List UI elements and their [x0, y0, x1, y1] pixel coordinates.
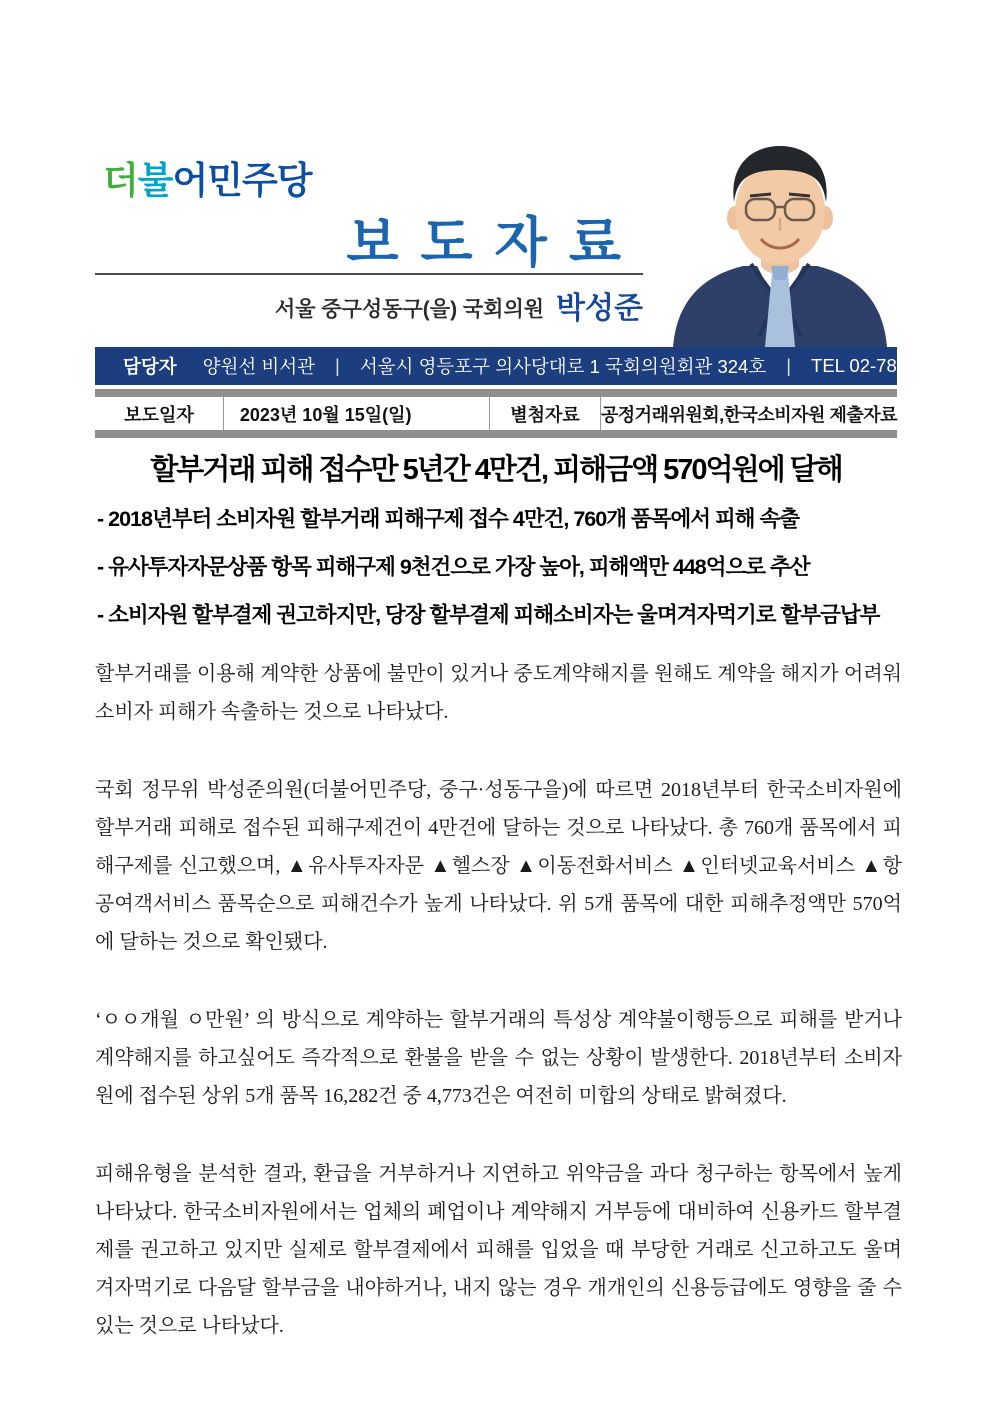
portrait-illustration — [673, 146, 887, 347]
member-portrait-photo — [655, 138, 905, 347]
release-date-value: 2023년 10월 15일(일) — [239, 404, 412, 425]
body-paragraph: 국회 정무위 박성준의원(더불어민주당, 중구·성동구을)에 따르면 2018년부터 한국소비자원에 할부거래 피해로 접수된 피해구제건이 4만건에 달하는 것으로 나타났다. 총 760개 품목에서 피해구제를 신고했으며, ▲유사투자자문 ▲헬스장 ▲이동전화서비스 ▲인터넷교육서비스 ▲항공여객서비스 품목순으로 피해건수가 높게 나타났다. 위 5개 품목에 대한 피해추정액만 570억에 달하는 것으로 확인됐다. — [95, 779, 902, 953]
body-paragraph: 피해유형을 분석한 결과, 환급을 거부하거나 지연하고 위약금을 과다 청구하는 항목에서 높게 나타났다. 한국소비자원에서는 업체의 폐업이나 계약해지 거부등에 대비하여 신용카드 할부결제를 권고하고 있지만 실제로 할부결제에서 피해를 입었을 때 부당한 거래로 신고하고도 울며 겨자먹기로 다음달 할부금을 내야하거나, 내지 않는 경우 개개인의 신용등급에도 영향을 줄 수 있는 것으로 나타났다. — [95, 1163, 902, 1337]
member-name: 박성준 — [556, 292, 643, 325]
party-logo-letters-rest: 어민주당 — [172, 160, 312, 201]
attachment-value: 공정거래위원회,한국소비자원 제출자료 — [600, 404, 898, 425]
party-logo-letter-1: 더 — [103, 160, 138, 201]
contact-person: 양원선 비서관 — [202, 356, 315, 377]
article-body — [95, 655, 902, 1385]
contact-address: 서울시 영등포구 의사당대로 1 국회의원회관 324호 — [359, 356, 767, 377]
separator-bar: | — [786, 355, 792, 376]
summary-bullet: - 소비자원 할부결제 권고하지만, 당장 할부결제 피해소비자는 울며겨자먹기로 할부금납부 — [97, 603, 880, 627]
table-top-border — [95, 389, 897, 397]
party-logo-letter-2: 불 — [137, 160, 173, 201]
contact-bar — [95, 347, 955, 385]
masthead-subtitle — [95, 283, 643, 327]
table-bottom-border — [95, 430, 897, 438]
party-logo — [103, 150, 311, 204]
summary-bullet: - 2018년부터 소비자원 할부거래 피해구제 접수 4만건, 760개 품목에서 피해 속출 — [97, 507, 800, 531]
headline: 할부거래 피해 접수만 5년간 4만건, 피해금액 570억원에 달해 — [150, 454, 842, 486]
release-date-label: 보도일자 — [124, 404, 194, 425]
separator-bar: | — [335, 355, 340, 376]
summary-bullet: - 유사투자자문상품 항목 피해구제 9천건으로 가장 높아, 피해액만 448억으로 추산 — [97, 555, 810, 579]
body-paragraph: 할부거래를 이용해 계약한 상품에 불만이 있거나 중도계약해지를 원해도 계약을 해지가 어려워 소비자 피해가 속출하는 것으로 나타났다. — [95, 663, 902, 723]
document-type-title: 보도자료 — [346, 213, 643, 273]
summary-bullets — [97, 495, 927, 639]
masthead-divider — [95, 273, 643, 275]
attachment-label: 별첨자료 — [510, 404, 580, 425]
district-label: 서울 중구성동구(을) 국회의원 — [274, 298, 545, 321]
contact-label: 담당자 — [123, 356, 177, 377]
info-table — [95, 397, 897, 430]
contact-tel: TEL 02-784-8430 — [811, 355, 955, 376]
body-paragraph: ‘ㅇㅇ개월 ㅇ만원’ 의 방식으로 계약하는 할부거래의 특성상 계약불이행등으로 피해를 받거나 계약해지를 하고싶어도 즉각적으로 환불을 받을 수 없는 상황이 발생한다. 2018년부터 소비자원에 접수된 상위 5개 품목 16,282건 중 4,773건은 여전히 미합의 상태로 밝혀졌다. — [95, 1009, 902, 1107]
